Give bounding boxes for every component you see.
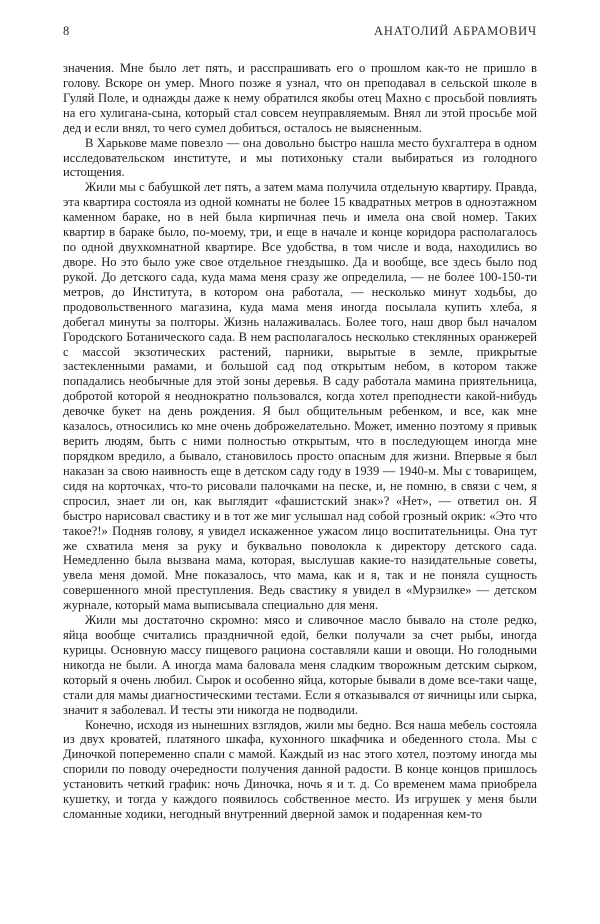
paragraph: В Харькове маме повезло — она довольно быстро нашла место бухгалтера в одном исследовательском институте, и мы потихоньку стали выбираться из голодного истощения. <box>63 135 537 180</box>
paragraph: Конечно, исходя из нынешних взглядов, жили мы бедно. Вся наша мебель состояла из двух кроватей, платяного шкафа, кухонного шкафчика и обеденного стола. Мы с Диночкой попеременно спали с мамой. Каждый из нас этого хотел, поэтому иногда мы спорили по поводу очередности получения данной радости. В конце концов пришлось установить четкий график: ночь Диночка, ночь я и т. д. Со временем мама приобрела кушетку, и тогда у каждого появилось собственное место. Из игрушек у меня были сломанные ходики, негодный внутренний дверной замок и подаренная кем-то <box>63 717 537 822</box>
body-text-block <box>63 61 537 822</box>
paragraph: значения. Мне было лет пять, и расспрашивать его о прошлом как-то не пришло в голову. Вскоре он умер. Много позже я узнал, что он преподавал в сельской школе в Гуляй Поле, и однажды даже к нему обратился якобы отец Махно с просьбой повлиять на его хулигана-сына, который стал совсем неуправляемым. Внял ли этой просьбе мой дед и если внял, то чего сумел добиться, осталось не выясненным. <box>63 61 537 135</box>
paragraph: Жили мы с бабушкой лет пять, а затем мама получила отдельную квартиру. Правда, эта квартира состояла из одной комнаты не более 15 квадратных метров в одноэтажном каменном бараке, но в ней была кирпичная печь и имела она свой номер. Таких квартир в бараке было, по-моему, три, и еще в начале и конце коридора располагалось по одной двухкомнатной квартире. Все удобства, в том числе и вода, находились во дворе. Но это было уже свое отдельное гнездышко. Да и вообще, все здесь было под рукой. До детского сада, куда мама меня сразу же определила, — не более 100-150-ти метров, до Института, в котором она работала, — несколько минут ходьбы, до продовольственного магазина, куда мама меня иногда посылала купить хлеба, я добегал минуты за полторы. Жизнь налаживалась. Более того, наш двор был началом Городского Ботанического сада. В нем располагалось несколько стеклянных оранжерей с массой экзотических растений, парники, вырытые в земле, прикрытые застекленными рамами, и большой сад под открытым небом, в котором также попадались необычные для этой зоны деревья. В саду работала мамина приятельница, добротой которой я неоднократно пользовался, когда хотел преподнести какой-нибудь девочке букет на день рождения. Я был общительным ребенком, и все, как мне казалось, относились ко мне очень доброжелательно. Может, именно поэтому я привык верить людям, быть с ними полностью открытым, что в последующем иногда мне порядком вредило, а бывало, становилось просто опасным для жизни. Впервые я был наказан за свою наивность еще в детском саду году в 1939 — 1940-м. Мы с товарищем, сидя на корточках, что-то рисовали палочками на песке, и, не помню, в связи с чем, я спросил, знает ли он, как выглядит «фашистский знак»? «Нет», — ответил он. Я быстро нарисовал свастику и в тот же миг услышал над собой грозный окрик: «Это что такое?!» Подняв голову, я увидел искаженное ужасом лицо воспитательницы. Она тут же схватила меня за руку и буквально поволокла к директору детского сада. Немедленно была вызвана мама, которая, выслушав какие-то назидательные советы, увела меня домой. Мне показалось, что мама, как и я, так и не поняла сущность совершенного мной преступления. Ведь свастику я увидел в «Мурзилке» — детском журнале, который мама выписывала специально для меня. <box>63 180 537 613</box>
page-running-header <box>63 25 537 43</box>
page-number: 8 <box>63 24 70 38</box>
paragraph: Жили мы достаточно скромно: мясо и сливочное масло бывало на столе редко, яйца вообще считались праздничной едой, белки получали за счет рыбы, иногда курицы. Основную массу пищевого рациона составляли каши и овощи. Но голодными никогда не были. А иногда мама баловала меня сладким творожным детским сырком, который я очень любил. Сырок и особенно яйца, которые бывали в доме все-таки чаще, стали для мамы диагностическими тестами. Если я отказывался от яичницы или сырка, значит я заболевал. И тесты эти никогда не подводили. <box>63 613 537 717</box>
running-head-author: АНАТОЛИЙ АБРАМОВИЧ <box>373 24 537 38</box>
